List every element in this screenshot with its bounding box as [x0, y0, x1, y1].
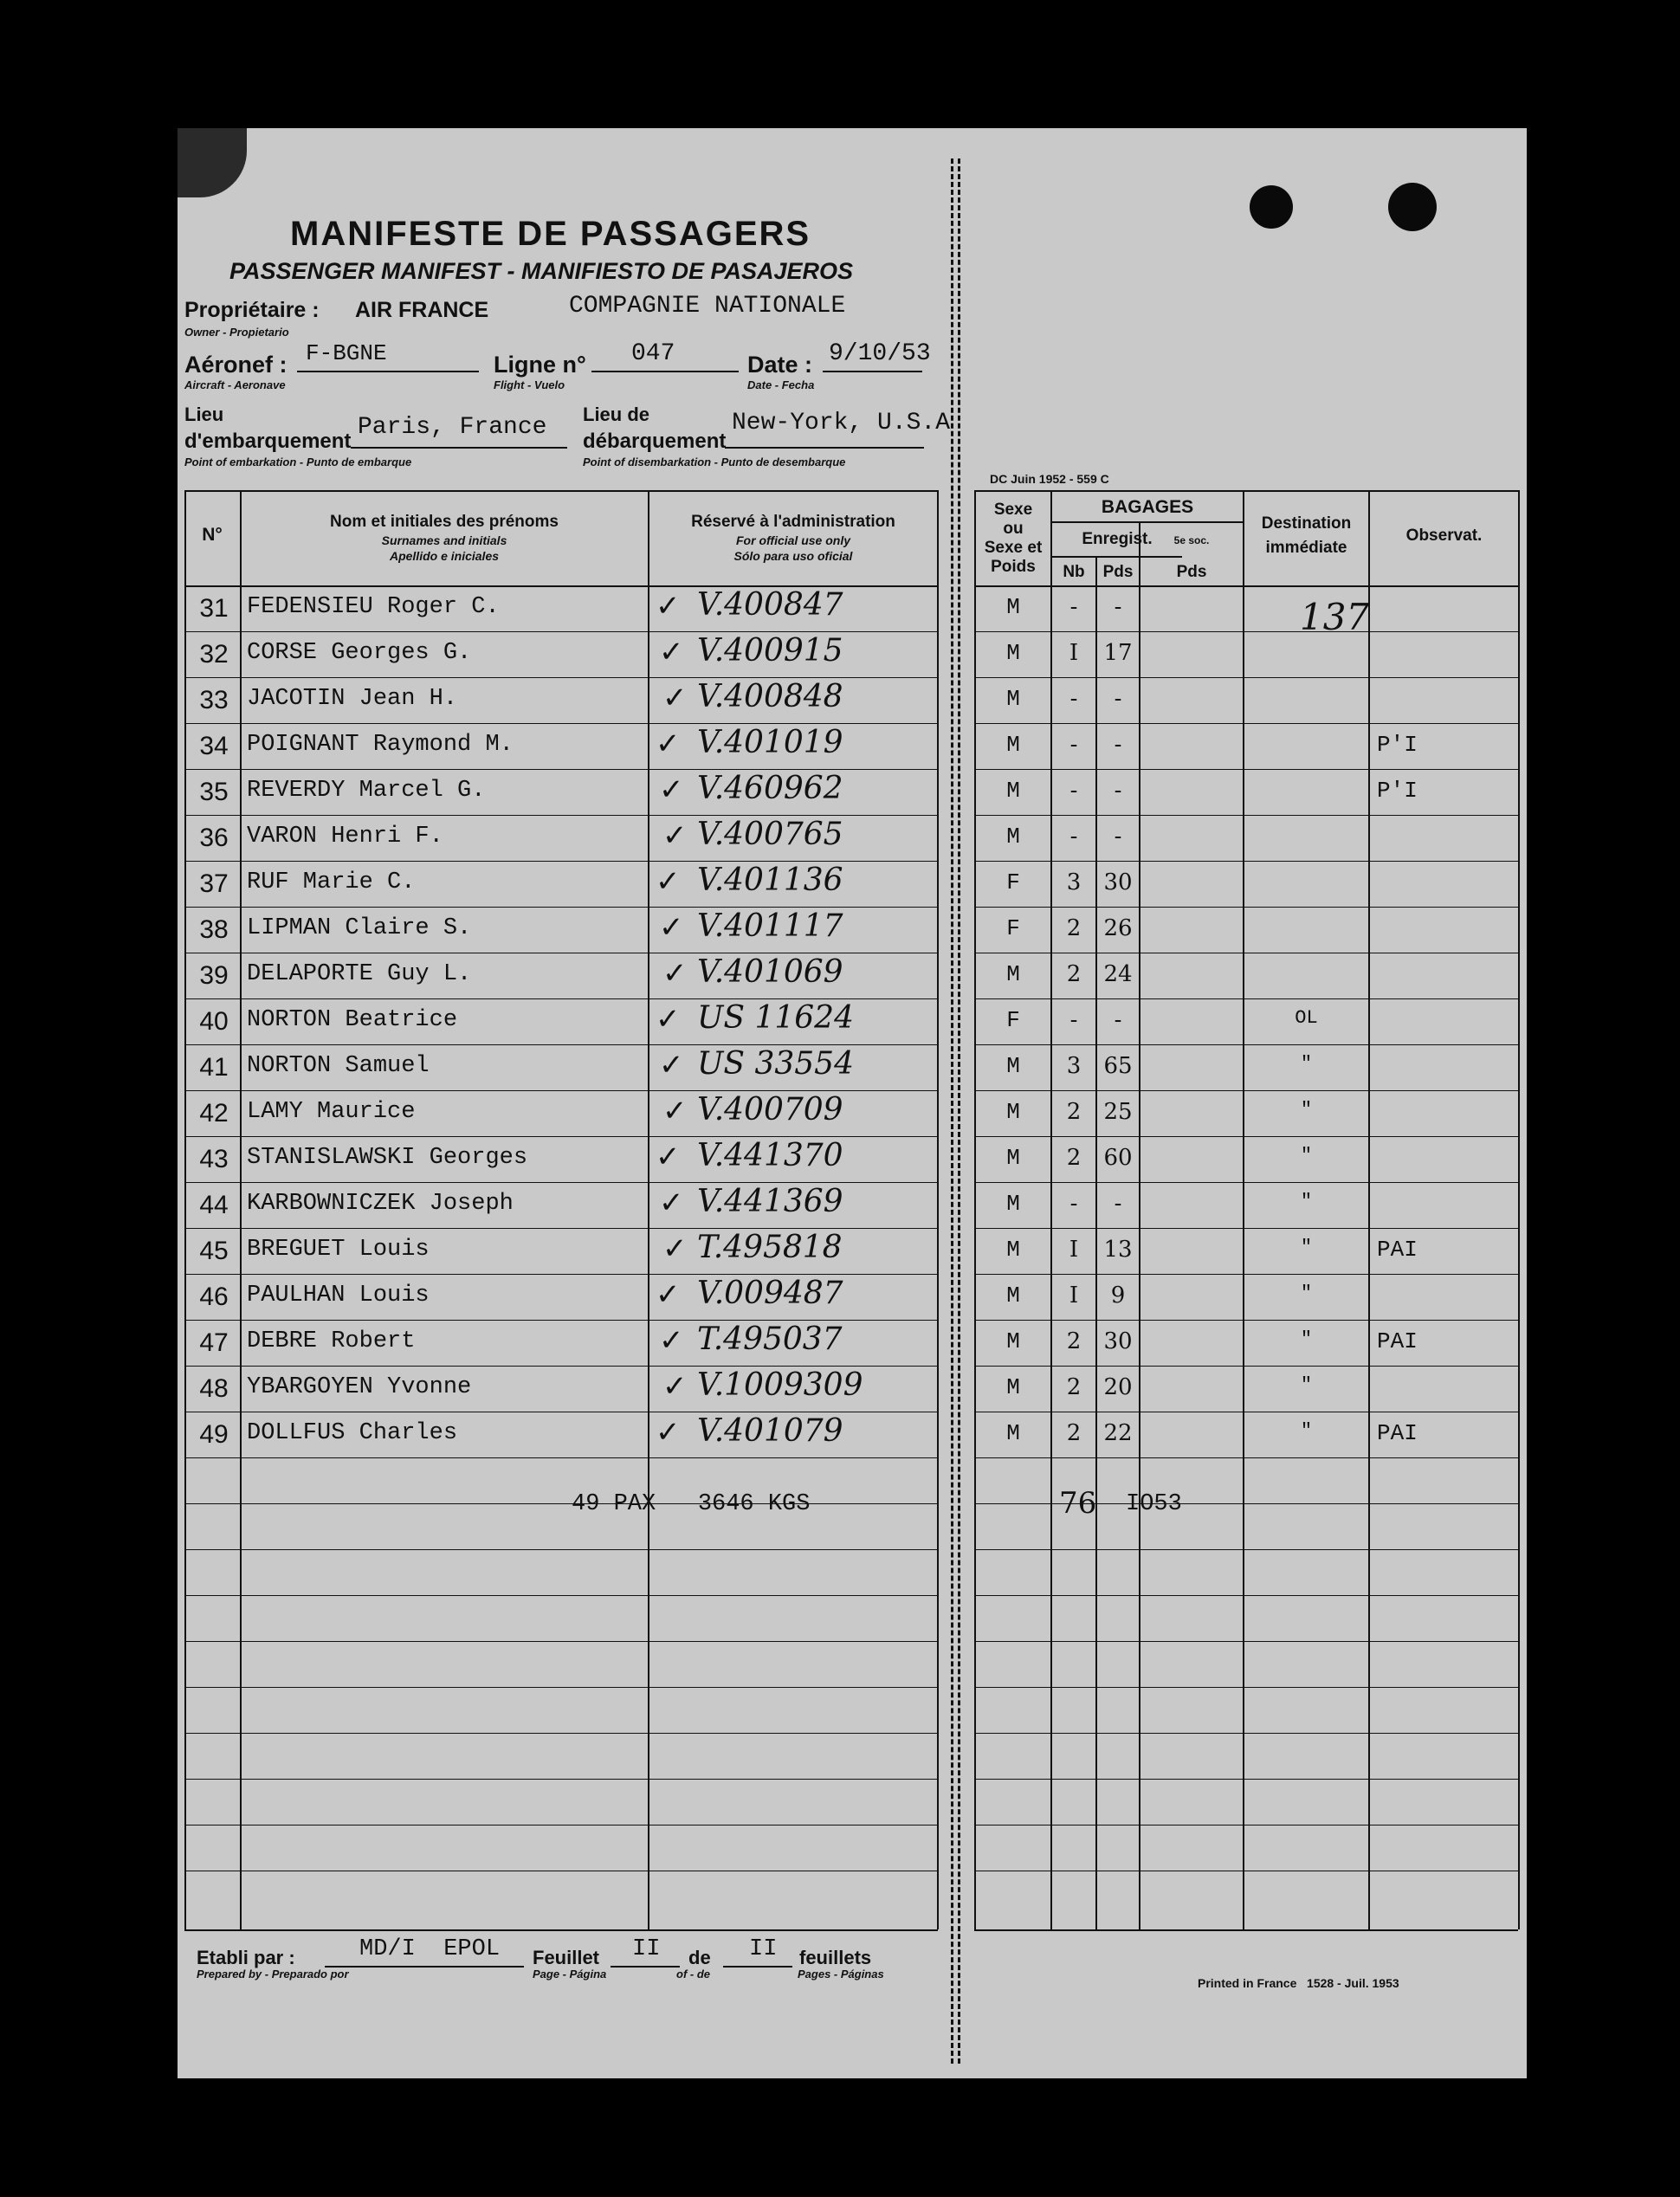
baggage-weight: - [1114, 732, 1122, 758]
row-rule-right [974, 1687, 1518, 1688]
row-rule-left [184, 1457, 938, 1458]
col-header-admin-en: For official use only [736, 533, 850, 547]
row-rule-left [184, 815, 938, 816]
admin-ticket: V.441369 [697, 1184, 843, 1219]
disembark-underline [725, 447, 924, 449]
admin-ticket: US 33554 [697, 1046, 854, 1082]
observation: P'I [1377, 732, 1418, 758]
row-number: 44 [199, 1191, 229, 1219]
flight-value: 047 [631, 340, 675, 367]
left-col-border-1 [240, 490, 242, 1929]
totals-summary: 49 PAX 3646 KGS [572, 1491, 811, 1517]
registered-sub-line [1050, 556, 1182, 558]
row-rule-left [184, 1090, 938, 1091]
form-code: DC Juin 1952 - 559 C [990, 472, 1109, 486]
check-mark-icon: ✓ [662, 1231, 688, 1266]
passenger-name: YBARGOYEN Yvonne [247, 1374, 472, 1400]
disembark-label-1: Lieu de [583, 404, 650, 425]
form-subtitle: PASSENGER MANIFEST - MANIFIESTO DE PASAJEROS [229, 258, 854, 284]
row-rule-right [974, 998, 1518, 999]
observation: PAI [1377, 1328, 1418, 1354]
row-rule-right [974, 907, 1518, 908]
right-table-top [974, 490, 1518, 492]
right-col-border-3 [1139, 521, 1140, 1929]
passenger-sex: M [1006, 686, 1020, 712]
row-rule-left [184, 1641, 938, 1642]
passenger-sex: M [1006, 1283, 1020, 1309]
baggage-count: - [1069, 686, 1078, 712]
embark-sublabel: Point of embarkation - Punto de embarque [184, 456, 412, 468]
col-header-name: Nom et initiales des prénoms [330, 513, 559, 531]
check-mark-icon: ✓ [656, 864, 681, 899]
check-mark-icon: ✓ [656, 589, 681, 624]
baggage-weight: 9 [1110, 1283, 1126, 1309]
col-header-admin-es: Sólo para uso oficial [733, 549, 853, 563]
row-rule-left [184, 723, 938, 724]
row-rule-right [974, 1320, 1518, 1321]
passenger-name: VARON Henri F. [247, 824, 443, 850]
passenger-name: PAULHAN Louis [247, 1283, 430, 1309]
admin-ticket: V.1009309 [697, 1367, 863, 1403]
passenger-name: FEDENSIEU Roger C. [247, 594, 500, 620]
col-header-observ: Observat. [1405, 527, 1483, 545]
destination: " [1300, 1099, 1313, 1121]
manifest-sheet [178, 128, 1527, 2078]
row-rule-left [184, 1228, 938, 1229]
col-header-pds: Pds [1102, 563, 1134, 581]
admin-ticket: V.401079 [697, 1413, 843, 1449]
admin-ticket: V.401069 [697, 954, 843, 990]
totals-nb: 76 [1059, 1486, 1097, 1521]
left-col-border-0 [184, 490, 186, 1929]
destination: OL [1295, 1007, 1318, 1029]
row-rule-right [974, 769, 1518, 770]
baggage-count: - [1069, 594, 1078, 620]
row-rule-right [974, 1274, 1518, 1275]
check-mark-icon: ✓ [656, 1415, 681, 1450]
baggage-weight: - [1114, 1007, 1122, 1033]
row-rule-left [184, 907, 938, 908]
admin-ticket: V.460962 [697, 771, 843, 806]
right-col-border-6 [1518, 490, 1520, 1929]
passenger-name: NORTON Beatrice [247, 1007, 458, 1033]
totals-pds: IO53 [1126, 1491, 1182, 1517]
flight-underline [591, 371, 739, 372]
flight-sublabel: Flight - Vuelo [494, 378, 565, 391]
check-mark-icon: ✓ [659, 1323, 684, 1358]
passenger-name: POIGNANT Raymond M. [247, 732, 514, 758]
row-rule-left [184, 1136, 938, 1137]
passenger-name: LAMY Maurice [247, 1099, 416, 1125]
prepared-sublabel: Prepared by - Preparado por [197, 1968, 349, 1981]
passenger-name: DOLLFUS Charles [247, 1420, 458, 1446]
passenger-sex: M [1006, 1099, 1020, 1125]
baggage-weight: 13 [1103, 1237, 1133, 1263]
owner-label: Propriétaire : [184, 298, 320, 322]
baggage-weight: 17 [1103, 640, 1133, 666]
baggage-count: - [1069, 778, 1078, 804]
row-rule-right [974, 1595, 1518, 1596]
admin-ticket: V.400709 [697, 1092, 843, 1128]
left-table-bottom [184, 1929, 938, 1931]
observation: PAI [1377, 1237, 1418, 1263]
check-mark-icon: ✓ [656, 1277, 681, 1312]
row-rule-left [184, 861, 938, 862]
passenger-sex: M [1006, 594, 1020, 620]
admin-ticket: V.401019 [697, 725, 843, 760]
passenger-sex: M [1006, 1053, 1020, 1079]
row-rule-right [974, 1090, 1518, 1091]
destination: " [1300, 1191, 1313, 1212]
baggage-count: - [1069, 1191, 1078, 1217]
col-header-sex-2: ou [1003, 520, 1024, 538]
flight-label: Ligne n° [494, 352, 586, 378]
baggage-count: 2 [1066, 1145, 1082, 1171]
passenger-name: BREGUET Louis [247, 1237, 430, 1263]
baggage-weight: 65 [1103, 1053, 1133, 1079]
destination: " [1300, 1420, 1313, 1442]
passenger-name: REVERDY Marcel G. [247, 778, 486, 804]
check-mark-icon: ✓ [662, 681, 688, 715]
punch-hole-right [1388, 183, 1437, 231]
sheet-sublabel: Page - Página [533, 1968, 607, 1981]
col-header-sex-1: Sexe [993, 501, 1033, 519]
baggage-weight: - [1114, 1191, 1122, 1217]
row-rule-right [974, 1044, 1518, 1045]
check-mark-icon: ✓ [656, 727, 681, 761]
row-number: 37 [199, 869, 229, 898]
destination: " [1300, 1053, 1313, 1075]
passenger-sex: F [1006, 915, 1020, 941]
baggage-sub-line [1050, 521, 1243, 523]
of-underline [723, 1966, 792, 1968]
baggage-count: 2 [1066, 961, 1082, 987]
sheet-label: Feuillet [533, 1947, 600, 1968]
annotation-137: 137 [1300, 596, 1370, 638]
baggage-count: 2 [1066, 915, 1082, 941]
disembark-sublabel: Point of disembarkation - Punto de desembarque [583, 456, 846, 468]
row-number: 35 [199, 778, 229, 806]
row-number: 40 [199, 1007, 229, 1036]
right-table-bottom [974, 1929, 1518, 1931]
baggage-weight: 22 [1103, 1420, 1133, 1446]
row-number: 49 [199, 1420, 229, 1449]
row-number: 33 [199, 686, 229, 714]
row-rule-left [184, 998, 938, 999]
col-header-sex-3: Sexe et [984, 539, 1043, 557]
col-header-name-es: Apellido e iniciales [389, 549, 500, 563]
passenger-sex: M [1006, 961, 1020, 987]
col-header-extra-pds: Pds [1176, 563, 1207, 581]
punch-hole-left [1250, 185, 1293, 229]
admin-ticket: V.400847 [697, 587, 843, 623]
baggage-weight: 24 [1103, 961, 1133, 987]
col-header-nb: Nb [1063, 563, 1085, 581]
baggage-count: 3 [1066, 1053, 1082, 1079]
passenger-sex: M [1006, 1328, 1020, 1354]
right-col-border-5 [1368, 490, 1370, 1929]
passenger-sex: F [1006, 1007, 1020, 1033]
embark-label-1: Lieu [184, 404, 224, 425]
row-rule-left [184, 1733, 938, 1734]
row-number: 32 [199, 640, 229, 669]
destination: " [1300, 1237, 1313, 1258]
row-rule-right [974, 1733, 1518, 1734]
row-rule-left [184, 1274, 938, 1275]
admin-ticket: V.401136 [697, 863, 843, 898]
left-col-border-2 [648, 490, 649, 1929]
passenger-name: DELAPORTE Guy L. [247, 961, 472, 987]
row-rule-right [974, 1503, 1518, 1504]
row-rule-left [184, 1320, 938, 1321]
baggage-count: - [1069, 824, 1078, 850]
col-header-registered: Enregist. [1082, 530, 1153, 548]
of-value: II [749, 1936, 778, 1962]
baggage-count: 2 [1066, 1420, 1082, 1446]
printed-in-france: Printed in France 1528 - Juil. 1953 [1198, 1976, 1399, 1990]
prepared-label: Etabli par : [197, 1947, 295, 1968]
baggage-count: 2 [1066, 1328, 1082, 1354]
row-number: 45 [199, 1237, 229, 1265]
admin-ticket: US 11624 [697, 1000, 854, 1036]
check-mark-icon: ✓ [659, 1186, 684, 1220]
row-number: 46 [199, 1283, 229, 1311]
aircraft-label: Aéronef : [184, 352, 288, 378]
pages-label: feuillets [799, 1947, 872, 1968]
passenger-sex: F [1006, 869, 1020, 895]
row-rule-right [974, 815, 1518, 816]
row-rule-left [184, 1182, 938, 1183]
baggage-weight: 25 [1103, 1099, 1133, 1125]
row-number: 38 [199, 915, 229, 944]
col-header-name-en: Surnames and initials [381, 533, 507, 547]
admin-ticket: V.009487 [697, 1276, 843, 1311]
passenger-name: STANISLAWSKI Georges [247, 1145, 528, 1171]
sheet-value: II [632, 1936, 661, 1962]
row-rule-right [974, 631, 1518, 632]
passenger-name: CORSE Georges G. [247, 640, 472, 666]
row-rule-right [974, 861, 1518, 862]
row-rule-right [974, 1182, 1518, 1183]
row-number: 31 [199, 594, 229, 623]
form-title: MANIFESTE DE PASSAGERS [290, 215, 811, 253]
passenger-sex: M [1006, 824, 1020, 850]
baggage-weight: 26 [1103, 915, 1133, 941]
passenger-name: RUF Marie C. [247, 869, 416, 895]
observation: P'I [1377, 778, 1418, 804]
baggage-weight: - [1114, 594, 1122, 620]
passenger-name: JACOTIN Jean H. [247, 686, 458, 712]
row-number: 36 [199, 824, 229, 852]
row-rule-right [974, 1549, 1518, 1550]
row-rule-left [184, 1779, 938, 1780]
row-rule-right [974, 1641, 1518, 1642]
prepared-value: MD/I EPOL [359, 1936, 501, 1962]
col-header-admin: Réservé à l'administration [691, 513, 895, 531]
row-rule-left [184, 631, 938, 632]
row-rule-right [974, 1136, 1518, 1137]
passenger-sex: M [1006, 640, 1020, 666]
row-rule-right [974, 1366, 1518, 1367]
baggage-weight: 30 [1103, 869, 1133, 895]
row-number: 39 [199, 961, 229, 990]
check-mark-icon: ✓ [662, 818, 688, 853]
row-rule-left [184, 677, 938, 678]
row-rule-left [184, 1687, 938, 1688]
date-underline [823, 371, 922, 372]
left-table-top [184, 490, 938, 492]
row-number: 41 [199, 1053, 229, 1082]
admin-ticket: V.401117 [697, 908, 843, 944]
row-rule-right [974, 1457, 1518, 1458]
of-label: de [688, 1947, 711, 1968]
passenger-sex: M [1006, 778, 1020, 804]
row-rule-left [184, 1044, 938, 1045]
embark-underline [351, 447, 567, 449]
passenger-sex: M [1006, 1420, 1020, 1446]
row-rule-left [184, 1595, 938, 1596]
row-rule-left [184, 1366, 938, 1367]
disembark-label-2: débarquement [583, 430, 727, 453]
check-mark-icon: ✓ [659, 1048, 684, 1082]
baggage-count: 2 [1066, 1099, 1082, 1125]
baggage-count: - [1069, 1007, 1078, 1033]
row-rule-left [184, 769, 938, 770]
passenger-sex: M [1006, 1191, 1020, 1217]
check-mark-icon: ✓ [659, 635, 684, 669]
baggage-weight: - [1114, 824, 1122, 850]
row-rule-right [974, 677, 1518, 678]
admin-ticket: V.400848 [697, 679, 843, 714]
row-rule-left [184, 1503, 938, 1504]
check-mark-icon: ✓ [662, 1094, 688, 1128]
left-col-border-3 [937, 490, 939, 1929]
baggage-weight: 60 [1103, 1145, 1133, 1171]
admin-ticket: V.400915 [697, 633, 843, 669]
check-mark-icon: ✓ [662, 1369, 688, 1404]
baggage-count: I [1069, 640, 1079, 666]
owner-sublabel: Owner - Propietario [184, 326, 289, 339]
passenger-sex: M [1006, 1145, 1020, 1171]
check-mark-icon: ✓ [656, 1140, 681, 1174]
admin-ticket: T.495818 [697, 1230, 843, 1265]
baggage-count: 3 [1066, 869, 1082, 895]
row-rule-right [974, 1228, 1518, 1229]
perforation-line [951, 158, 953, 2064]
check-mark-icon: ✓ [659, 772, 684, 807]
col-header-sex-4: Poids [991, 558, 1036, 576]
baggage-count: I [1069, 1237, 1079, 1263]
baggage-count: I [1069, 1283, 1079, 1309]
row-number: 47 [199, 1328, 229, 1357]
col-header-extra: 5e soc. [1173, 534, 1210, 546]
destination: " [1300, 1328, 1313, 1350]
destination: " [1300, 1283, 1313, 1304]
sheet-underline [611, 1966, 680, 1968]
col-header-destination-1: Destination [1261, 514, 1352, 533]
row-number: 43 [199, 1145, 229, 1173]
check-mark-icon: ✓ [659, 910, 684, 945]
destination: " [1300, 1374, 1313, 1396]
row-number: 48 [199, 1374, 229, 1403]
baggage-count: - [1069, 732, 1078, 758]
row-number: 42 [199, 1099, 229, 1128]
admin-ticket: V.441370 [697, 1138, 843, 1173]
row-rule-left [184, 1549, 938, 1550]
admin-ticket: T.495037 [697, 1321, 843, 1357]
aircraft-value: F-BGNE [306, 340, 387, 366]
perforation-line-2 [958, 158, 960, 2064]
date-sublabel: Date - Fecha [747, 378, 815, 391]
prepared-underline [325, 1966, 524, 1968]
right-header-bottom [974, 585, 1518, 587]
disembark-value: New-York, U.S.A [732, 410, 951, 436]
col-header-destination-2: immédiate [1265, 539, 1347, 557]
date-value: 9/10/53 [829, 340, 931, 367]
owner-printed: AIR FRANCE [355, 298, 489, 322]
passenger-sex: M [1006, 1374, 1020, 1400]
embark-value: Paris, France [358, 414, 547, 441]
col-header-no: N° [202, 525, 223, 545]
baggage-count: 2 [1066, 1374, 1082, 1400]
row-rule-right [974, 1779, 1518, 1780]
row-rule-right [974, 723, 1518, 724]
observation: PAI [1377, 1420, 1418, 1446]
torn-corner [178, 128, 247, 197]
baggage-weight: 30 [1103, 1328, 1133, 1354]
col-header-baggage: BAGAGES [1101, 497, 1194, 517]
baggage-weight: - [1114, 778, 1122, 804]
passenger-name: KARBOWNICZEK Joseph [247, 1191, 514, 1217]
baggage-weight: - [1114, 686, 1122, 712]
passenger-sex: M [1006, 1237, 1020, 1263]
passenger-name: DEBRE Robert [247, 1328, 416, 1354]
owner-typed: COMPAGNIE NATIONALE [569, 293, 846, 320]
of-sublabel: of - de [676, 1968, 710, 1981]
passenger-sex: M [1006, 732, 1020, 758]
date-label: Date : [747, 352, 813, 378]
check-mark-icon: ✓ [656, 1002, 681, 1037]
aircraft-underline [297, 371, 479, 372]
destination: " [1300, 1145, 1313, 1166]
passenger-name: LIPMAN Claire S. [247, 915, 472, 941]
baggage-weight: 20 [1103, 1374, 1133, 1400]
passenger-name: NORTON Samuel [247, 1053, 430, 1079]
pages-sublabel: Pages - Páginas [798, 1968, 884, 1981]
check-mark-icon: ✓ [662, 956, 688, 991]
embark-label-2: d'embarquement [184, 430, 352, 453]
aircraft-sublabel: Aircraft - Aeronave [184, 378, 286, 391]
admin-ticket: V.400765 [697, 817, 843, 852]
row-number: 34 [199, 732, 229, 760]
